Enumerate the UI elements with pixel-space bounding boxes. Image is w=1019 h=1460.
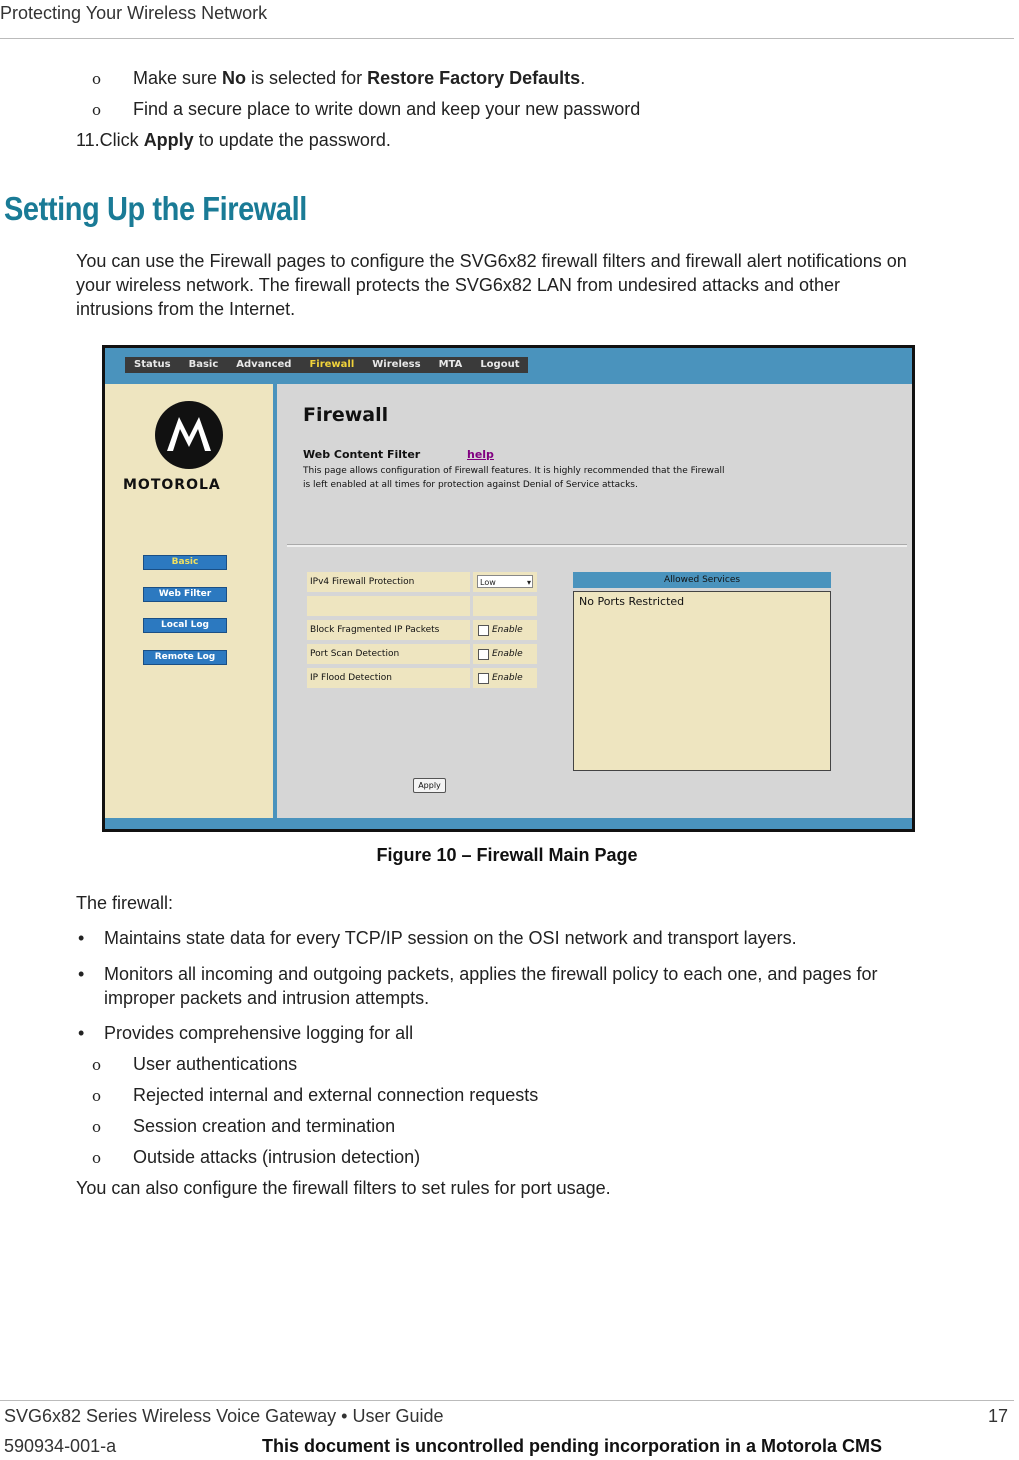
empty-row-cell	[473, 596, 537, 616]
nav-logout[interactable]: Logout	[480, 359, 520, 370]
enable-label: Enable	[492, 673, 523, 683]
screenshot-topbar	[105, 348, 912, 384]
nav-basic[interactable]: Basic	[188, 359, 219, 370]
firewall-screenshot	[102, 345, 915, 832]
screenshot-main	[277, 384, 912, 818]
firewall-lead: The firewall:	[76, 893, 174, 913]
intro-line-3: intrusions from the Internet.	[76, 299, 296, 319]
step-restore-defaults: Make sure No is selected for Restore Factory Defaults.	[133, 68, 586, 88]
sub-item: Rejected internal and external connection requests	[133, 1085, 539, 1105]
footer-rule	[0, 1400, 1014, 1401]
port-scan-checkbox[interactable]	[478, 649, 489, 660]
side-button-remote-log[interactable]: Remote Log	[143, 650, 227, 665]
brand-name: MOTOROLA	[123, 477, 221, 493]
bullet-dot: •	[78, 1023, 85, 1043]
block-fragmented-cell	[473, 620, 537, 640]
nav-firewall[interactable]: Firewall	[309, 359, 355, 370]
intro-line-1: You can use the Firewall pages to configure the SVG6x82 firewall filters and firewall alert notifications on	[76, 251, 907, 271]
ipv4-protection-cell	[473, 572, 537, 592]
bullet-state-data: Maintains state data for every TCP/IP session on the OSI network and transport layers.	[104, 928, 797, 948]
help-link[interactable]: help	[467, 448, 494, 461]
sub-bullet: o	[92, 1118, 102, 1136]
page-number: 17	[988, 1406, 1009, 1426]
ip-flood-label: IP Flood Detection	[307, 668, 470, 688]
allowed-services-value: No Ports Restricted	[579, 595, 685, 608]
section-heading: Setting Up the Firewall	[4, 190, 307, 227]
figure-caption: Figure 10 – Firewall Main Page	[376, 845, 638, 865]
enable-label: Enable	[492, 625, 523, 635]
bullet-dot: •	[78, 964, 85, 984]
sub-item: User authentications	[133, 1054, 298, 1074]
allowed-services-header: Allowed Services	[573, 572, 831, 588]
port-scan-cell	[473, 644, 537, 664]
chevron-down-icon: ▾	[526, 578, 531, 587]
doc-number: 590934-001-a	[4, 1436, 117, 1456]
side-button-local-log[interactable]: Local Log	[143, 618, 227, 633]
bullet-dot: •	[78, 928, 85, 948]
sub-item: Session creation and termination	[133, 1116, 396, 1136]
web-content-filter-label: Web Content Filter	[303, 448, 421, 461]
intro-line-2: your wireless network. The firewall protects the SVG6x82 LAN from undesired attacks and other	[76, 275, 841, 295]
ip-flood-cell	[473, 668, 537, 688]
empty-row-label	[307, 596, 470, 616]
nav-mta[interactable]: MTA	[438, 359, 463, 370]
closing-text: You can also configure the firewall filters to set rules for port usage.	[76, 1178, 611, 1198]
sub-bullet: o	[92, 101, 102, 119]
separator	[287, 544, 907, 547]
nav-status[interactable]: Status	[134, 359, 171, 370]
block-fragmented-label: Block Fragmented IP Packets	[307, 620, 470, 640]
sub-bullet: o	[92, 1056, 102, 1074]
screenshot-sidebar	[105, 384, 273, 818]
bullet-monitors-line1: Monitors all incoming and outgoing packets, applies the firewall policy to each one, and pages for	[104, 964, 878, 984]
side-button-basic[interactable]: Basic	[143, 555, 227, 570]
sub-bullet: o	[92, 70, 102, 88]
apply-button[interactable]: Apply	[413, 778, 446, 793]
motorola-logo-icon	[155, 401, 223, 469]
block-fragmented-checkbox[interactable]	[478, 625, 489, 636]
sub-bullet: o	[92, 1149, 102, 1167]
running-header: Protecting Your Wireless Network	[0, 3, 268, 23]
ip-flood-checkbox[interactable]	[478, 673, 489, 684]
header-rule	[0, 38, 1014, 39]
nav-wireless[interactable]: Wireless	[372, 359, 421, 370]
side-button-web-filter[interactable]: Web Filter	[143, 587, 227, 602]
footer-title: SVG6x82 Series Wireless Voice Gateway • User Guide	[4, 1406, 444, 1426]
ipv4-protection-label: IPv4 Firewall Protection	[307, 572, 470, 592]
sub-item: Outside attacks (intrusion detection)	[133, 1147, 421, 1167]
firewall-description: This page allows configuration of Firewall features. It is highly recommended that the Firewall is left enabled at all times for protection against Denial of Service attacks.	[303, 466, 725, 490]
footer-notice: This document is uncontrolled pending incorporation in a Motorola CMS	[262, 1436, 882, 1456]
step-11: 11.Click Apply to update the password.	[76, 130, 391, 150]
ipv4-protection-select[interactable]: Low ▾	[477, 575, 533, 588]
screenshot-bottombar	[105, 818, 912, 829]
sub-bullet: o	[92, 1087, 102, 1105]
allowed-services-list[interactable]	[573, 591, 831, 771]
firewall-title: Firewall	[303, 404, 389, 426]
step-write-password: Find a secure place to write down and keep your new password	[133, 99, 641, 119]
port-scan-label: Port Scan Detection	[307, 644, 470, 664]
nav-advanced[interactable]: Advanced	[236, 359, 292, 370]
enable-label: Enable	[492, 649, 523, 659]
bullet-logging: Provides comprehensive logging for all	[104, 1023, 414, 1043]
bullet-monitors-line2: improper packets and intrusion attempts.	[104, 988, 430, 1008]
screenshot-nav	[125, 357, 528, 373]
